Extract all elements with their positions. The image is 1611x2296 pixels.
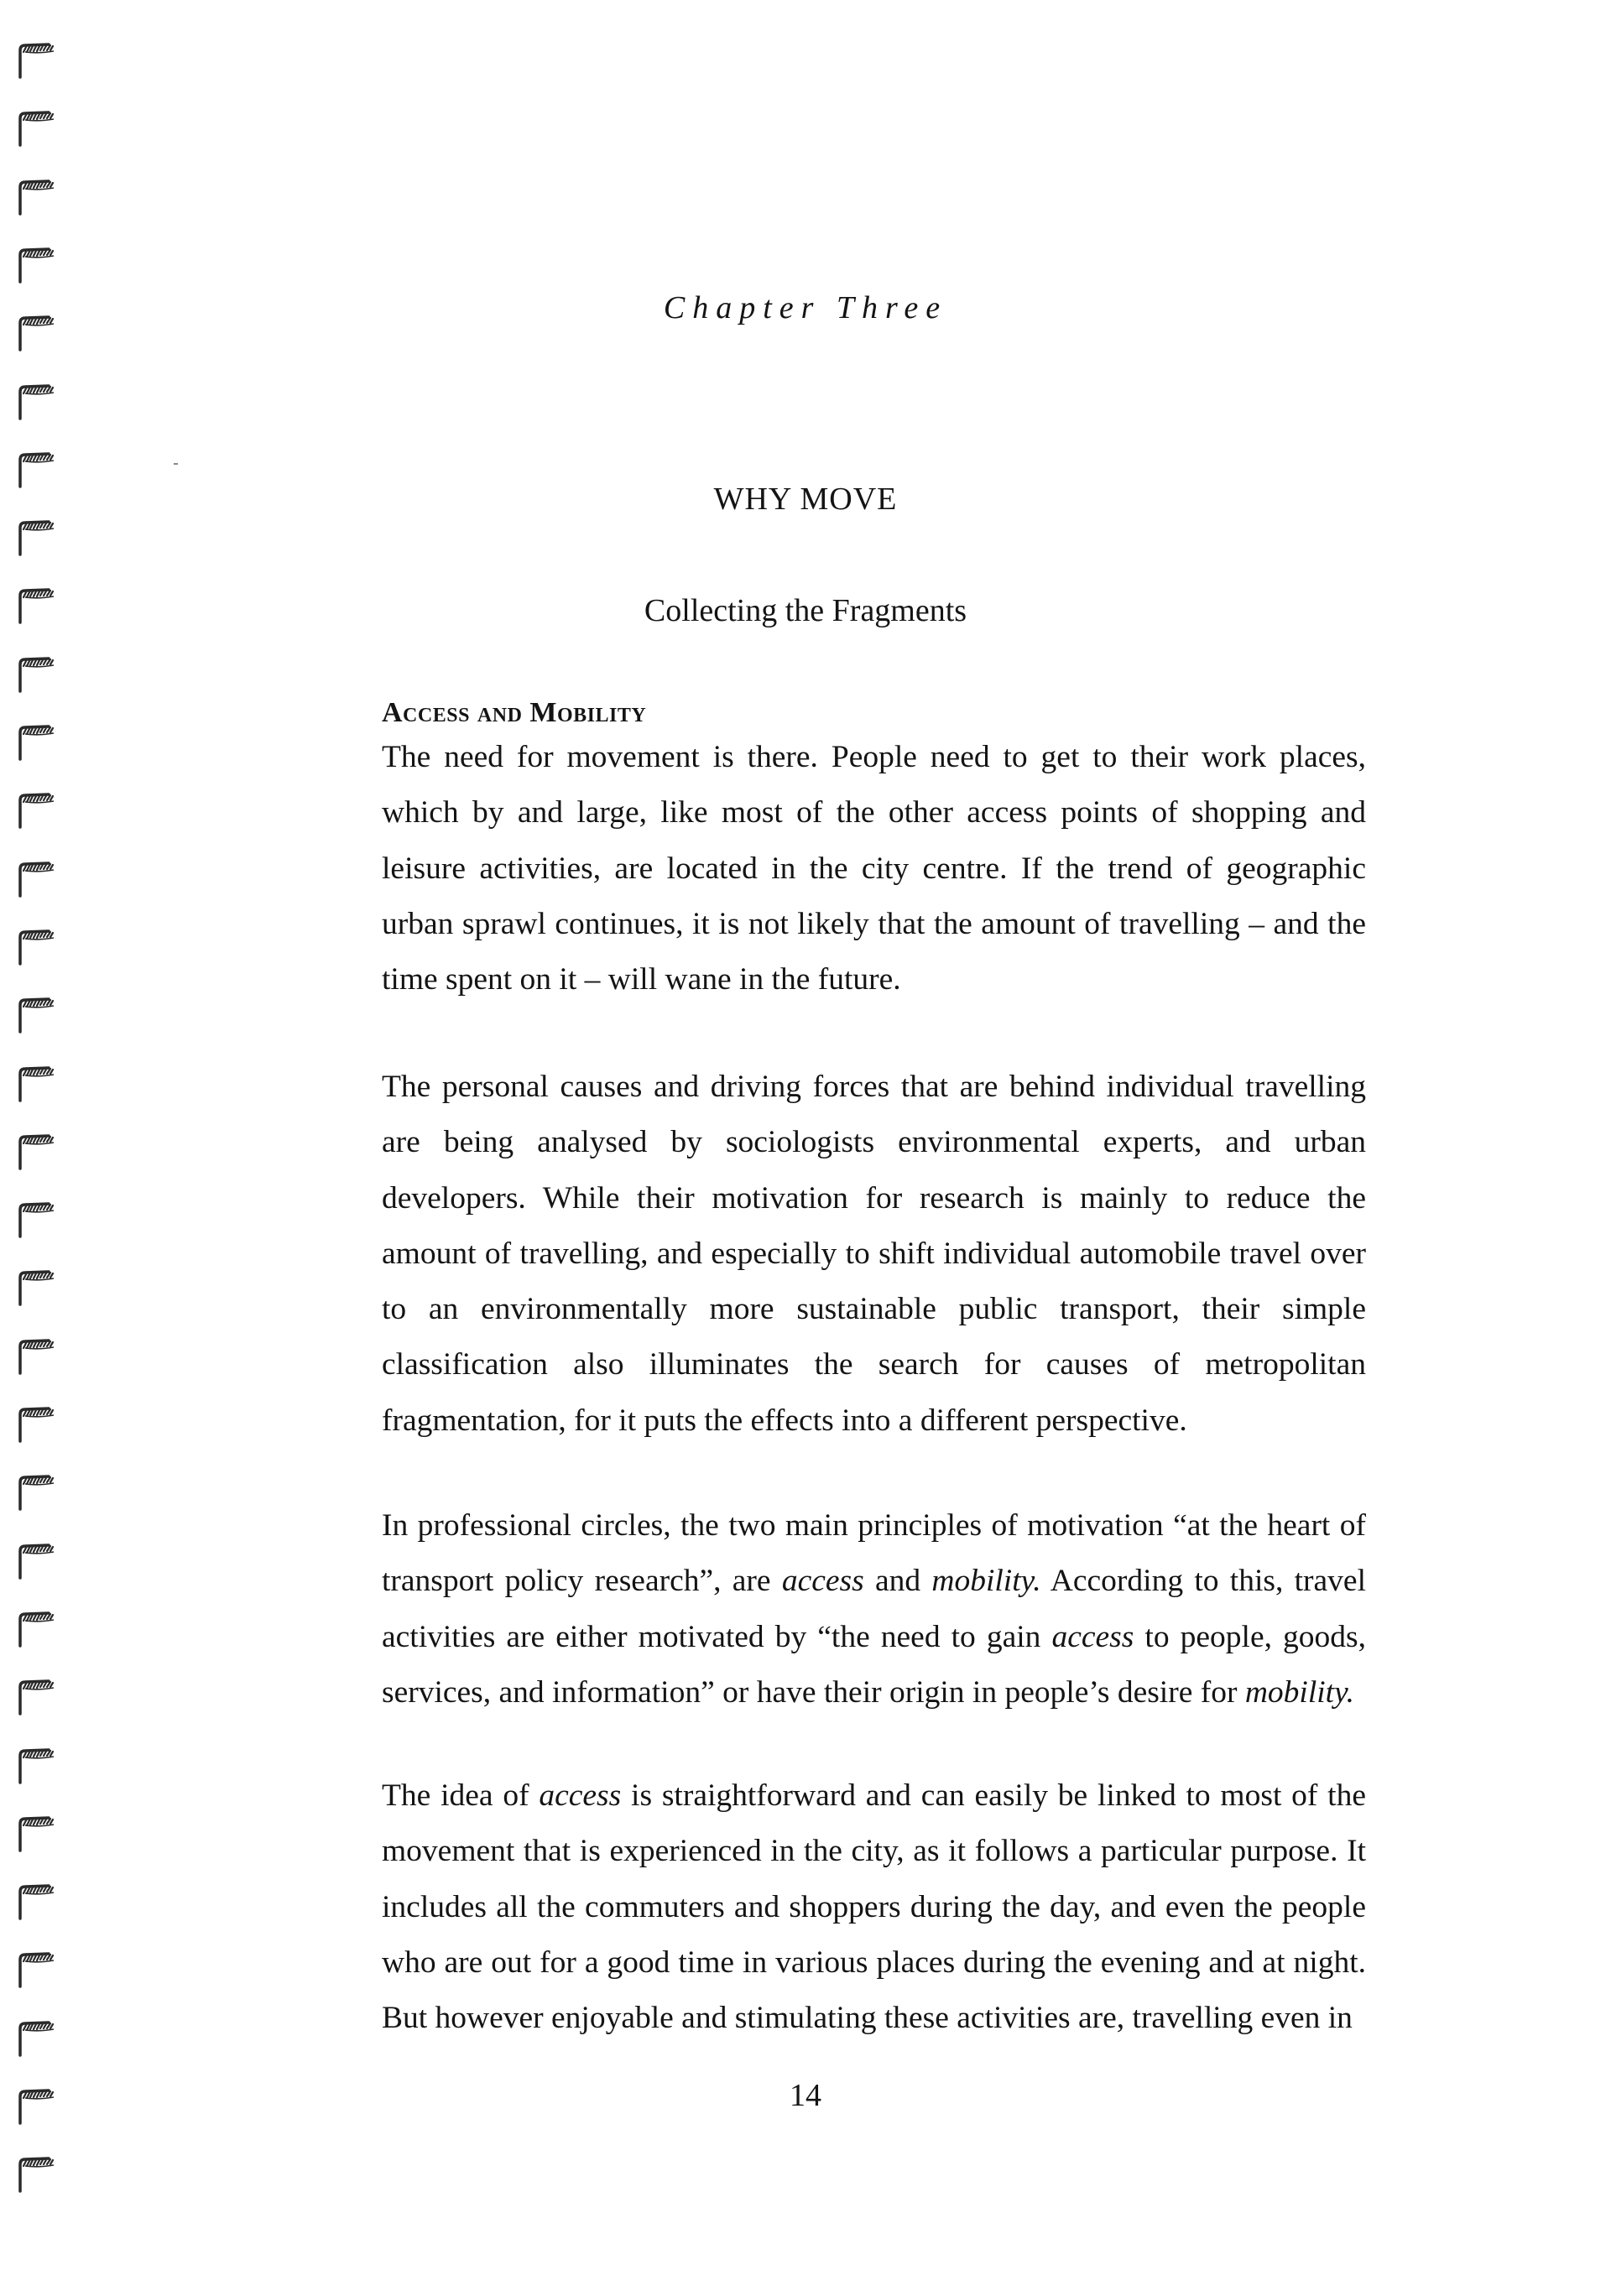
binding-ring-icon bbox=[15, 1814, 59, 1852]
section-heading: Access and Mobility bbox=[382, 697, 647, 728]
text-run: and bbox=[863, 1564, 932, 1599]
paragraph bbox=[382, 1768, 1366, 2046]
binding-ring-icon bbox=[15, 1746, 59, 1784]
binding-ring-icon bbox=[15, 1541, 59, 1580]
binding-ring-icon bbox=[15, 1404, 59, 1443]
paragraph-text: The need for movement is there. People need to get to their work places, which by and large, like most of the other access points of shopping and leisure activities, are located in the city centre. If the trend of geographic urban sprawl continues, it is not likely that the amount of travelling – and the time spent on it – will wane in the future. bbox=[382, 740, 1366, 997]
binding-ring-icon bbox=[15, 1336, 59, 1375]
binding-ring-icon bbox=[15, 1882, 59, 1920]
spiral-binding bbox=[0, 0, 92, 2296]
text-run: In professional circles, the two main principles of motivation “at the heart of transport policy research”, are bbox=[382, 1508, 1366, 1599]
emphasis-mobility: mobility. bbox=[931, 1564, 1041, 1599]
binding-ring-icon bbox=[15, 177, 59, 216]
binding-ring-icon bbox=[15, 2154, 59, 2193]
paragraph bbox=[382, 1498, 1366, 1721]
page-number: 14 bbox=[790, 2078, 821, 2113]
binding-ring-icon bbox=[15, 1677, 59, 1715]
binding-ring-icon bbox=[15, 518, 59, 556]
emphasis-mobility: mobility. bbox=[1244, 1674, 1355, 1710]
text-run: to people, goods, services, and information” or have their origin in people’s desire for bbox=[382, 1619, 1366, 1710]
paragraph-text: The personal causes and driving forces that are behind individual travelling are being analysed by sociologists environmental experts, and urban developers. While their motivation for research is mainly to reduce the amount of travelling, and especially to shift individual automobile travel over to an environmentally more sustainable public transport, their simple classification also illuminates the search for causes of metropolitan fragmentation, for it puts the effects into a different perspective. bbox=[382, 1070, 1366, 1438]
chapter-label: Chapter Three bbox=[663, 290, 948, 325]
chapter-subtitle: Collecting the Fragments bbox=[644, 593, 967, 628]
emphasis-access: access bbox=[781, 1564, 864, 1599]
chapter-title: WHY MOVE bbox=[713, 482, 898, 517]
binding-ring-icon bbox=[15, 1200, 59, 1238]
paragraph-text bbox=[382, 1498, 1366, 1721]
binding-ring-icon bbox=[15, 40, 59, 79]
binding-ring-icon bbox=[15, 654, 59, 693]
binding-ring-icon bbox=[15, 927, 59, 966]
paragraph-text bbox=[382, 1768, 1366, 2046]
text-run: According to this, travel activities are either motivated by “the need to gain bbox=[382, 1564, 1366, 1654]
binding-ring-icon bbox=[15, 108, 59, 147]
binding-ring-icon bbox=[15, 722, 59, 761]
binding-ring-icon bbox=[15, 1472, 59, 1511]
binding-ring-icon bbox=[15, 790, 59, 829]
binding-ring-icon bbox=[15, 1950, 59, 1988]
binding-ring-icon bbox=[15, 2018, 59, 2057]
binding-ring-icon bbox=[15, 1268, 59, 1306]
paragraph bbox=[382, 1059, 1366, 1449]
text-run: The idea of bbox=[382, 1778, 540, 1813]
binding-ring-icon bbox=[15, 1132, 59, 1170]
emphasis-access: access bbox=[539, 1778, 622, 1813]
binding-ring-icon bbox=[15, 1609, 59, 1648]
emphasis-access: access bbox=[1051, 1619, 1134, 1654]
scan-mark bbox=[174, 463, 178, 465]
binding-ring-icon bbox=[15, 382, 59, 420]
binding-ring-icon bbox=[15, 1064, 59, 1102]
text-run: is straightforward and can easily be linked to most of the movement that is experienced in the city, as it follows a particular purpose. It includes all the commuters and shoppers during the day, and even the people who are out for a good time in various places during the evening and at night. But however enjoyable and stimulating these activities are, travelling even in bbox=[382, 1778, 1366, 2036]
binding-ring-icon bbox=[15, 995, 59, 1033]
paragraph bbox=[382, 730, 1366, 1007]
binding-ring-icon bbox=[15, 245, 59, 284]
binding-ring-icon bbox=[15, 859, 59, 898]
